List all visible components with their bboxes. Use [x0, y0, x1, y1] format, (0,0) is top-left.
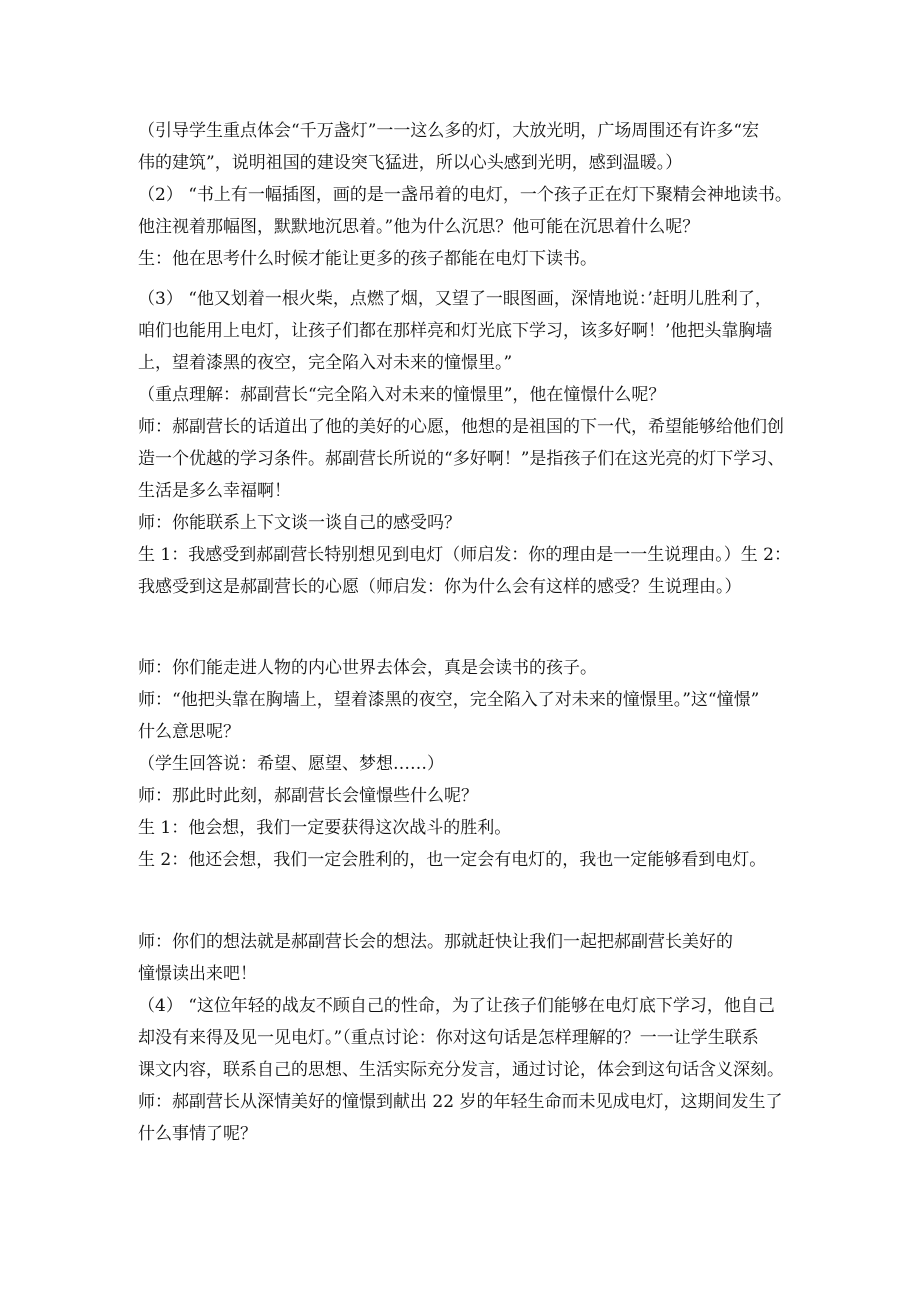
- text-line: 他注视着那幅图，默默地沉思着。”他为什么沉思？他可能在沉思着什么呢？: [138, 217, 700, 237]
- paragraph-3: [138, 283, 802, 603]
- text-line: 师：你们的想法就是郝副营长会的想法。那就赶快让我们一起把郝副营长美好的: [138, 932, 733, 952]
- text-line: 生 2：他还会想，我们一定会胜利的，也一定会有电灯的，我也一定能够看到电灯。: [138, 850, 767, 870]
- text-line: 我感受到这是郝副营长的心愿（师启发：你为什么会有这样的感受？生说理由。）: [138, 577, 742, 597]
- text-line: （2） “书上有一幅插图，画的是一盏吊着的电灯，一个孩子正在灯下聚精会神地读书。: [138, 185, 792, 205]
- text-line: 课文内容，联系自己的思想、生活实际充分发言，通过讨论，体会到这句话含义深刻。: [138, 1060, 784, 1080]
- paragraph-1: [138, 115, 802, 179]
- paragraph-5: [138, 926, 802, 1150]
- text-line: 咱们也能用上电灯，让孩子们都在那样亮和灯光底下学习，该多好啊！’他把头靠胸墙: [138, 321, 773, 341]
- text-line: （引导学生重点体会“千万盏灯”一一这么多的灯，大放光明，广场周围还有许多“宏: [138, 121, 760, 141]
- text-line: 生活是多么幸福啊！: [138, 481, 291, 501]
- text-line: 师：郝副营长从深情美好的憧憬到献出 22 岁的年轻生命而未见成电灯，这期间发生了: [138, 1092, 783, 1112]
- text-line: 造一个优越的学习条件。郝副营长所说的“多好啊！”是指孩子们在这光亮的灯下学习、: [138, 449, 785, 469]
- text-line: 上，望着漆黑的夜空，完全陷入对未来的憧憬里。”: [138, 353, 513, 373]
- text-line: 什么意思呢？: [138, 722, 240, 742]
- text-line: （3） “他又划着一根火柴，点燃了烟，又望了一眼图画，深情地说：’赶明儿胜利了，: [138, 289, 772, 309]
- text-line: 却没有来得及见一见电灯。”（重点讨论：你对这句话是怎样理解的？一一让学生联系: [138, 1028, 759, 1048]
- text-line: 伟的建筑”，说明祖国的建设突飞猛进，所以心头感到光明，感到温暖。）: [138, 153, 683, 173]
- text-line: 憧憬读出来吧！: [138, 964, 257, 984]
- text-line: 生 1：他会想，我们一定要获得这次战斗的胜利。: [138, 818, 512, 838]
- text-line: 生 1：我感受到郝副营长特别想见到电灯（师启发：你的理由是一一生说理由。）生 2：: [138, 545, 791, 565]
- text-line: （学生回答说：希望、愿望、梦想……）: [138, 754, 444, 774]
- text-line: 师：郝副营长的话道出了他的美好的心愿，他想的是祖国的下一代，希望能够给他们创: [138, 417, 784, 437]
- text-line: 师：那此时此刻，郝副营长会憧憬些什么呢？: [138, 786, 478, 806]
- text-line: （重点理解：郝副营长“完全陷入对未来的憧憬里”，他在憧憬什么呢？: [138, 385, 666, 405]
- paragraph-4: [138, 652, 802, 876]
- text-line: （4） “这位年轻的战友不顾自己的性命，为了让孩子们能够在电灯底下学习，他自己: [138, 996, 775, 1016]
- text-line: 生：他在思考什么时候才能让更多的孩子都能在电灯下读书。: [138, 249, 597, 269]
- text-line: 师：你们能走进人物的内心世界去体会，真是会读书的孩子。: [138, 658, 597, 678]
- paragraph-2: [138, 179, 802, 275]
- text-line: 什么事情了呢？: [138, 1124, 257, 1144]
- text-line: 师：“他把头靠在胸墙上，望着漆黑的夜空，完全陷入了对未来的憧憬里。”这“憧憬”: [138, 690, 760, 710]
- text-line: 师：你能联系上下文谈一谈自己的感受吗？: [138, 513, 461, 533]
